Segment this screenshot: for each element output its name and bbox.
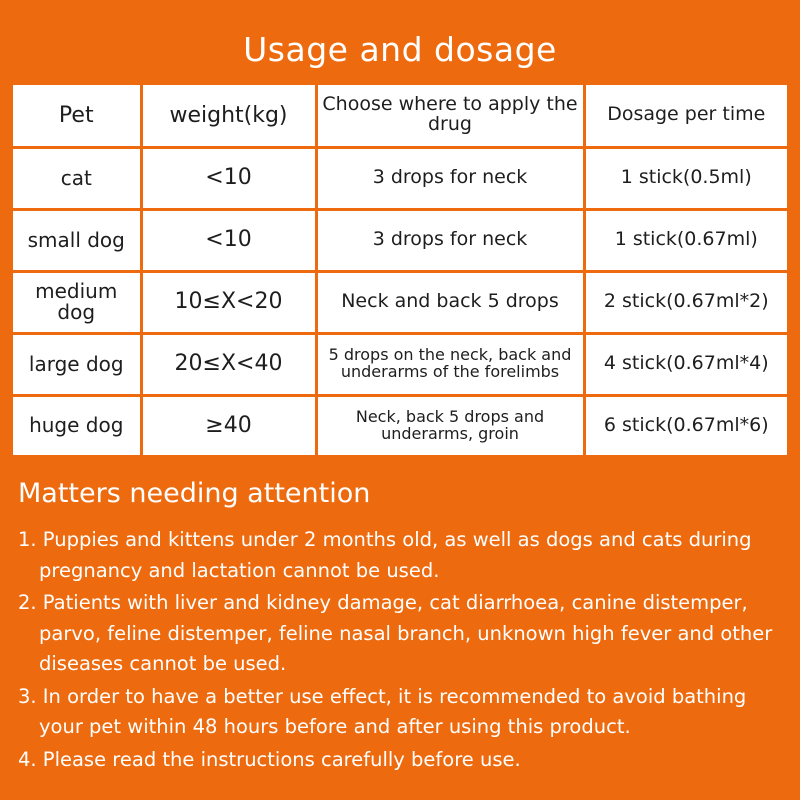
table-row: [13, 333, 787, 395]
cell-dosage: 1 stick(0.67ml): [584, 209, 787, 271]
cell-pet: cat: [13, 147, 141, 209]
cell-weight: 10≤X<20: [141, 271, 316, 333]
attention-item: 4. Please read the instructions carefully before use.: [18, 747, 521, 771]
table-header-row: [13, 85, 787, 147]
dosage-table: [13, 85, 787, 455]
header-pet: Pet: [13, 85, 141, 147]
cell-weight: <10: [141, 209, 316, 271]
cell-dosage: 1 stick(0.5ml): [584, 147, 787, 209]
cell-weight: ≥40: [141, 395, 316, 455]
cell-apply: 3 drops for neck: [316, 209, 584, 271]
cell-apply: 5 drops on the neck, back and underarms of the forelimbs: [316, 333, 584, 395]
cell-pet: large dog: [13, 333, 141, 395]
header-apply: Choose where to apply the drug: [316, 85, 584, 147]
attention-item: 3. In order to have a better use effect, it is recommended to avoid bathing your pet within 48 hours before and after using this product.: [18, 684, 747, 738]
table-row: [13, 395, 787, 455]
attention-list: [18, 525, 788, 775]
table-row: [13, 271, 787, 333]
cell-dosage: 4 stick(0.67ml*4): [584, 333, 787, 395]
attention-item: 1. Puppies and kittens under 2 months old, as well as dogs and cats during pregnancy and lactation cannot be used.: [18, 528, 752, 582]
table-row: [13, 147, 787, 209]
attention-section: [18, 478, 788, 777]
table-row: [13, 209, 787, 271]
cell-weight: 20≤X<40: [141, 333, 316, 395]
cell-weight: <10: [141, 147, 316, 209]
cell-apply: 3 drops for neck: [316, 147, 584, 209]
cell-apply: Neck, back 5 drops and underarms, groin: [316, 395, 584, 455]
header-dosage: Dosage per time: [584, 85, 787, 147]
usage-title: Usage and dosage: [13, 13, 787, 85]
cell-pet: medium dog: [13, 271, 141, 333]
attention-title: Matters needing attention: [18, 478, 371, 509]
cell-pet: huge dog: [13, 395, 141, 455]
cell-pet: small dog: [13, 209, 141, 271]
header-weight: weight(kg): [141, 85, 316, 147]
cell-dosage: 2 stick(0.67ml*2): [584, 271, 787, 333]
cell-dosage: 6 stick(0.67ml*6): [584, 395, 787, 455]
attention-item: 2. Patients with liver and kidney damage, cat diarrhoea, canine distemper, parvo, feline distemper, feline nasal branch, unknown high fever and other diseases cannot be used.: [18, 591, 773, 675]
cell-apply: Neck and back 5 drops: [316, 271, 584, 333]
